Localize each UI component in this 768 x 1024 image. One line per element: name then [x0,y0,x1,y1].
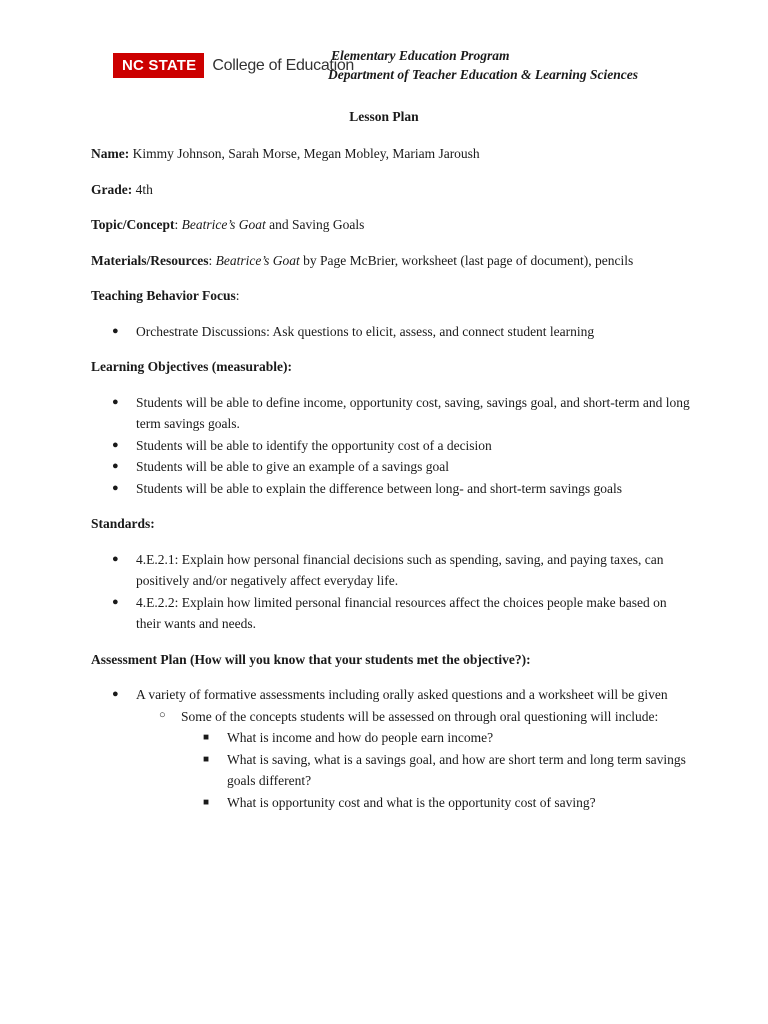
materials-field: Materials/Resources: Beatrice’s Goat by Page McBrier, worksheet (last page of document), pencils [91,252,634,268]
assessment-questions [181,727,691,813]
materials-label: Materials/Resources [91,252,209,268]
teaching-focus-heading: Teaching Behavior Focus: [91,288,240,303]
logo-badge: NC STATE [113,53,204,78]
list-item: ● Students will be able to identify the opportunity cost of a decision [112,437,492,453]
name-value: Kimmy Johnson, Sarah Morse, Megan Mobley, Mariam Jaroush [129,146,480,161]
standards-heading: Standards: [91,516,155,531]
topic-label: Topic/Concept [91,217,175,232]
standards-list [91,549,691,635]
list-item: ● Students will be able to explain the difference between long- and short-term savings goals [112,480,622,496]
list-item: ○ Some of the concepts students will be assessed on through oral questioning will include: ■ What is income and how do people earn income? ■ What is saving, what is a savings goal, and how are short term and long term savings goals different? ■ What is opportunity cost and what is the opportunity cost of saving? [136,706,691,814]
lesson-plan-body [91,143,691,827]
program-name: Elementary Education Program [331,48,510,63]
list-item: ● Students will be able to define income, opportunity cost, saving, savings goal, and short-term and long term savings goals. [112,394,690,431]
assessment-sublist [136,706,691,814]
objectives-list [91,392,691,500]
materials-rest: by Page McBrier, worksheet (last page of document), pencils [299,252,634,268]
assessment-list [91,684,691,813]
assessment-heading: Assessment Plan (How will you know that your students met the objective?): [91,651,531,667]
list-item: ● 4.E.2.2: Explain how limited personal financial resources affect the choices people make based on their wants and needs. [112,594,667,631]
name-label: Name: [91,146,130,161]
grade-value: 4th [132,181,153,197]
logo-text: College of Education [212,56,355,74]
topic-rest: and Saving Goals [265,217,365,232]
list-item: ■ What is saving, what is a savings goal, and how are short term and long term savings goals different? [203,751,686,788]
objectives-heading: Learning Objectives (measurable): [91,359,292,374]
topic-field: Topic/Concept: Beatrice’s Goat and Saving Goals [91,217,365,232]
page-title: Lesson Plan [349,109,419,124]
list-item: ● A variety of formative assessments including orally asked questions and a worksheet will be given ○ Some of the concepts students will be assessed on through oral questioning will include: ■ What is income and how do people earn income? ■ What is saving, what is a savings goal, and how are short term and long term savings goals different? ■ What is opportunity cost and what is the opportunity cost of saving? [91,684,691,813]
list-item: ■ What is opportunity cost and what is the opportunity cost of saving? [203,794,596,810]
teaching-focus-list [91,321,691,343]
list-item: ■ What is income and how do people earn income? [203,730,494,745]
name-field [91,143,691,165]
header-program-info [328,46,638,84]
topic-book-title: Beatrice’s Goat [181,217,266,232]
grade-label: Grade: [91,181,133,197]
list-item: ● Students will be able to give an example of a savings goal [112,459,450,474]
nc-state-logo [113,53,354,78]
grade-field [91,179,691,201]
department-name: Department of Teacher Education & Learning Sciences [328,67,638,82]
materials-book-title: Beatrice’s Goat [215,252,300,268]
list-item: ● 4.E.2.1: Explain how personal financial decisions such as spending, saving, and paying taxes, can positively and/or negatively affect everyday life. [112,551,664,588]
list-item: ● Orchestrate Discussions: Ask questions to elicit, assess, and connect student learning [112,323,595,339]
